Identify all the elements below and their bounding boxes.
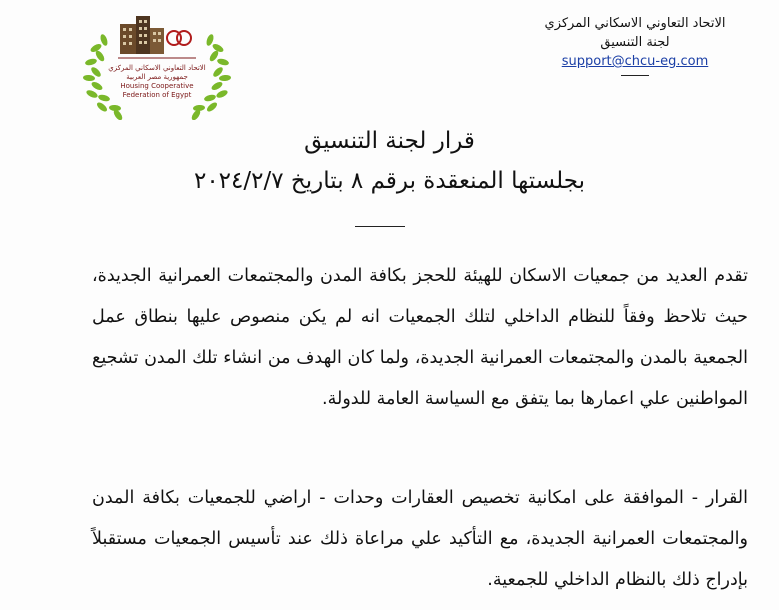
title-divider xyxy=(355,226,405,227)
federation-logo xyxy=(82,12,232,120)
session-subtitle: بجلستها المنعقدة برقم ٨ بتاريخ ٢٠٢٤/٢/٧ xyxy=(193,168,586,194)
body-paragraph-context xyxy=(92,256,748,420)
rings-icon xyxy=(167,31,191,45)
logo-country-ar: جمهورية مصر العربية xyxy=(126,73,188,81)
buildings-icon xyxy=(120,16,164,54)
logo-name-ar: الاتحاد التعاوني الاسكاني المركزي xyxy=(108,64,206,72)
decision-title: قرار لجنة التنسيق xyxy=(304,128,475,154)
committee-name: لجنة التنسيق xyxy=(600,35,670,50)
logo-name-en-1: Housing Cooperative xyxy=(120,82,194,90)
header-divider xyxy=(621,75,649,76)
organization-header xyxy=(505,14,765,76)
body-paragraph-decision xyxy=(92,478,748,601)
support-email-link[interactable]: support@chcu-eg.com xyxy=(561,54,709,69)
paragraph-2: القرار - الموافقة على امكانية تخصيص العقارات وحدات - اراضي للجمعيات بكافة المدن والمجتمعات العمرانية الجديدة، مع التأكيد علي مراعاة ذلك عند تأسيس الجمعيات مستقبلاً بإدراج ذلك بالنظام الداخلي للجمعية. xyxy=(92,488,748,590)
org-name: الاتحاد التعاوني الاسكاني المركزي xyxy=(544,16,726,31)
logo-text xyxy=(82,64,232,100)
logo-name-en-2: Federation of Egypt xyxy=(122,91,192,99)
paragraph-1: تقدم العديد من جمعيات الاسكان للهيئة للحجز بكافة المدن والمجتمعات العمرانية الجديدة، حيث تلاحظ وفقاً للنظام الداخلي لتلك الجمعيات انه لم يكن منصوص عليها بنطاق عمل الجمعية بالمدن والمجتمعات العمرانية الجديدة، ولما كان الهدف من انشاء تلك المدن تشجيع المواطنين علي اعمارها بما يتفق مع السياسة العامة للدولة. xyxy=(92,266,748,409)
